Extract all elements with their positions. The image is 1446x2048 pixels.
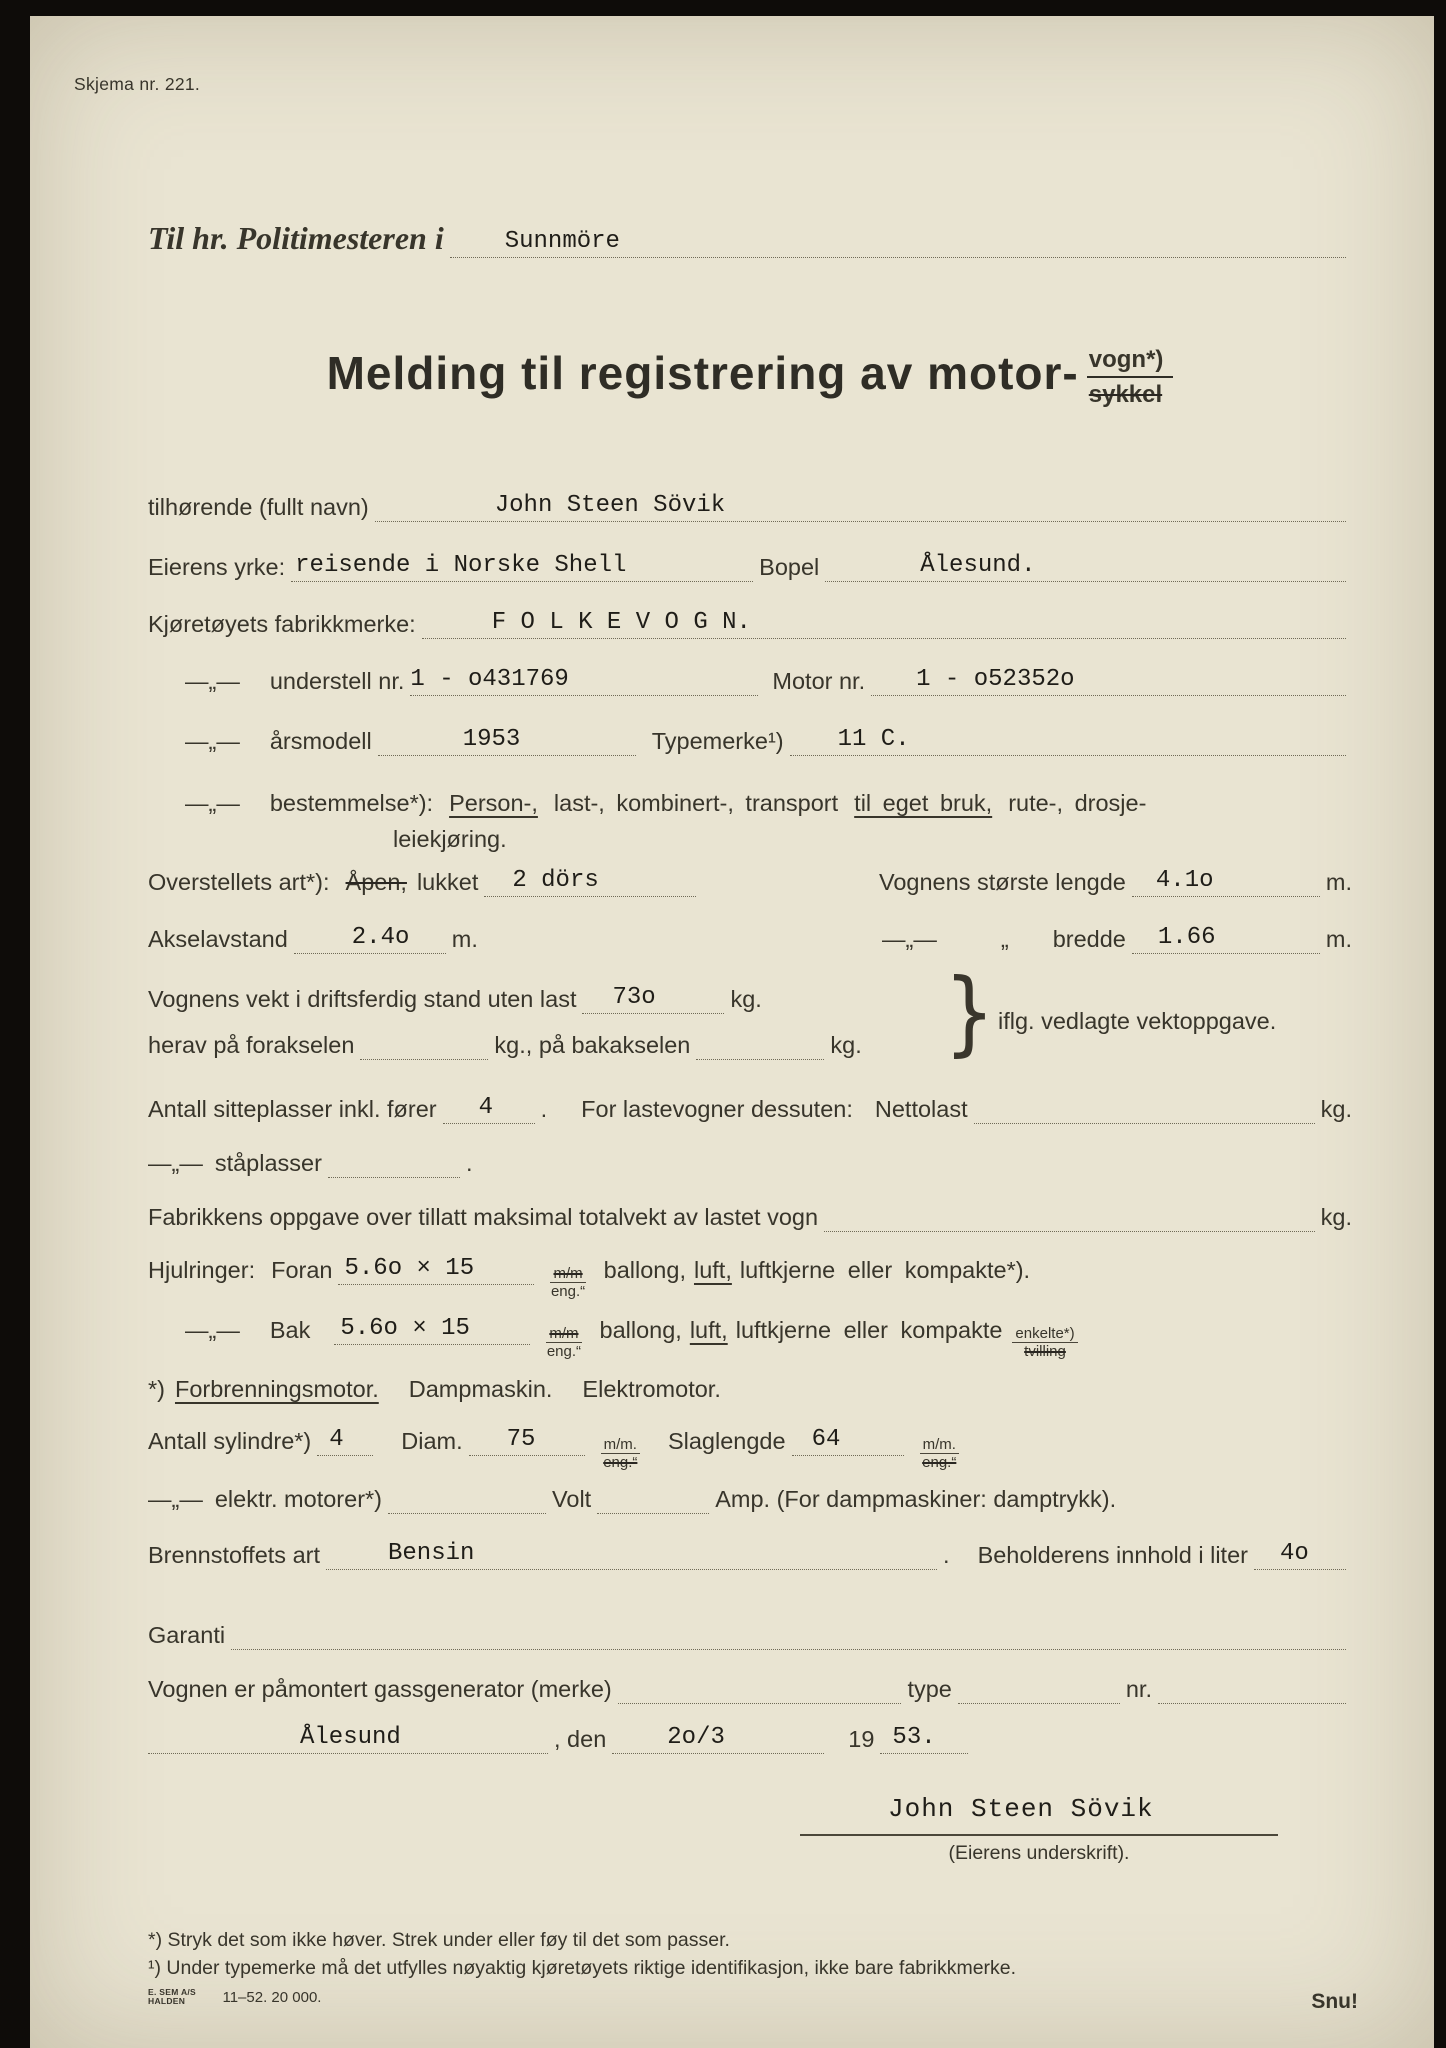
inch-unit: eng.“	[550, 1283, 586, 1300]
seats-period: .	[540, 1096, 548, 1122]
engine-type-steam: Dampmaskin.	[408, 1376, 553, 1402]
year-line	[880, 1724, 968, 1754]
tires-back-line	[334, 1315, 530, 1345]
row-purpose	[148, 786, 1352, 818]
tires-back-desc-tail: luftkjerne eller kompakte	[735, 1317, 1003, 1343]
occupation-line	[291, 552, 753, 582]
body-style-line	[484, 867, 696, 897]
mm-unit: m/m	[550, 1266, 585, 1283]
ditto-mark: —„—	[185, 668, 240, 694]
row-occupation-residence	[148, 550, 1352, 582]
signature-caption: (Eierens underskrift).	[948, 1842, 1130, 1864]
curb-weight-label: Vognens vekt i driftsferdig stand uten last	[148, 986, 577, 1012]
gasgen-nr-label: nr.	[1125, 1676, 1152, 1702]
row-tires-back	[148, 1313, 1352, 1360]
gasgen-nr-line	[1158, 1674, 1346, 1704]
owner-name-label: tilhørende (fullt navn)	[148, 494, 369, 520]
turn-over-label: Snu!	[1311, 1990, 1358, 2013]
year-line	[378, 726, 636, 756]
ditto-mark: —„—	[185, 728, 240, 754]
gasgen-make-line	[618, 1674, 902, 1704]
cargo-label: For lastevogner dessuten:	[581, 1096, 853, 1122]
scanned-form-page	[30, 16, 1434, 2048]
purpose-person: Person-,	[449, 790, 538, 816]
row-year-typemark	[148, 724, 1352, 756]
mm-unit: m/m.	[601, 1437, 640, 1454]
form-title-text: Melding til registrering av motor-	[326, 347, 1079, 399]
printer-name: E. SEM A/S	[148, 1987, 197, 1997]
wheelbase-value: 2.4o	[351, 924, 410, 951]
unit-stack-stroke	[920, 1437, 959, 1470]
netto-line	[974, 1094, 1315, 1124]
tires-back-size: 5.6o × 15	[340, 1315, 470, 1342]
row-seats	[148, 1092, 1352, 1124]
motor-line	[871, 666, 1346, 696]
cylinders-label: Antall sylindre*)	[148, 1428, 312, 1454]
row-tires-front	[148, 1253, 1352, 1300]
tank-label: Beholderens innhold i liter	[977, 1542, 1248, 1568]
owner-name-value: John Steen Sövik	[494, 492, 726, 519]
tires-front-desc-tail: luftkjerne eller kompakte*).	[739, 1257, 1031, 1283]
signature-block	[800, 1794, 1278, 1865]
single-option: enkelte*)	[1012, 1326, 1077, 1343]
row-make	[148, 607, 1352, 639]
max-weight-unit: kg.	[1320, 1204, 1352, 1230]
ditto-mark: —„—	[148, 1150, 203, 1176]
addressee-value: Sunnmöre	[504, 228, 620, 255]
addressee-line	[450, 228, 1346, 258]
print-run: 11–52. 20 000.	[222, 1989, 322, 2006]
seats-value: 4	[478, 1094, 494, 1121]
printer-city: HALDEN	[148, 1996, 186, 2006]
ditto-mark: —„—	[882, 926, 937, 952]
seats-line	[443, 1094, 535, 1124]
fuel-period: .	[943, 1542, 950, 1568]
stroke-line	[792, 1426, 904, 1456]
engine-type-combustion: Forbrenningsmotor.	[174, 1376, 379, 1402]
tires-label: Hjulringer:	[148, 1257, 256, 1283]
row-cylinders	[148, 1424, 1352, 1471]
title-options	[1087, 346, 1174, 409]
engine-type-marker: *)	[148, 1376, 165, 1402]
width-unit: m.	[1325, 926, 1352, 952]
netto-unit: kg.	[1320, 1096, 1352, 1122]
addressee-row	[148, 212, 1352, 258]
title-option-sykkel: sykkel	[1088, 381, 1163, 408]
unit-stack-back	[546, 1326, 581, 1359]
cylinders-line	[317, 1426, 373, 1456]
printer-mark	[148, 1988, 196, 2006]
typemark-value: 11 C.	[837, 726, 910, 753]
occupation-label: Eierens yrke:	[148, 554, 286, 580]
make-line	[422, 609, 1346, 639]
gasgen-label: Vognen er påmontert gassgenerator (merke)	[148, 1676, 612, 1702]
place-value: Ålesund	[300, 1724, 401, 1751]
amp-line	[597, 1484, 709, 1514]
motor-value: 1 - o52352o	[916, 666, 1075, 693]
body-style-value: 2 dörs	[512, 867, 599, 894]
row-purpose-line2	[148, 822, 1352, 854]
length-unit: m.	[1325, 869, 1352, 895]
row-garanti	[148, 1618, 1352, 1650]
row-electric-motor	[148, 1482, 1352, 1514]
rear-axle-label: kg., på bakakselen	[494, 1032, 691, 1058]
date-value: 2o/3	[667, 1724, 725, 1751]
row-fuel	[148, 1538, 1352, 1570]
inch-unit: eng.“	[922, 1454, 957, 1471]
chassis-line	[410, 666, 758, 696]
tires-front-desc-a: ballong,	[603, 1257, 686, 1283]
chassis-value: 1 - o431769	[410, 666, 569, 693]
typemark-label: Typemerke¹)	[651, 728, 784, 754]
garanti-label: Garanti	[148, 1622, 226, 1648]
seats-label: Antall sitteplasser inkl. fører	[148, 1096, 437, 1122]
length-value: 4.1o	[1155, 867, 1214, 894]
twin-option: tvilling	[1024, 1343, 1066, 1360]
owner-name-line	[375, 492, 1346, 522]
weight-note-text: iflg. vedlagte vektoppgave.	[998, 1008, 1277, 1034]
standing-line	[328, 1148, 460, 1178]
curb-weight-unit: kg.	[730, 986, 762, 1012]
signature-line	[800, 1834, 1278, 1836]
body-style-open: Åpen,	[345, 869, 407, 895]
ditto-single-mark: „	[1000, 926, 1009, 952]
fuel-value: Bensin	[388, 1540, 475, 1567]
footnote-1: *) Stryk det som ikke høver. Strek under eller føy til det som passer.	[148, 1929, 730, 1951]
date-line	[612, 1724, 824, 1754]
stroke-value: 64	[811, 1426, 841, 1453]
width-label: bredde	[1052, 926, 1126, 952]
bopel-line	[825, 552, 1346, 582]
stroke-label: Slaglengde	[667, 1428, 786, 1454]
wheelbase-unit: m.	[451, 926, 478, 952]
diameter-label: Diam.	[401, 1428, 463, 1454]
gasgen-type-label: type	[907, 1676, 952, 1702]
length-label: Vognens største lengde	[878, 869, 1126, 895]
amp-label: Amp. (For dampmaskiner: damptrykk).	[715, 1486, 1117, 1512]
rear-axle-unit: kg.	[830, 1032, 862, 1058]
inch-unit: eng.“	[546, 1343, 582, 1360]
tires-front-size: 5.6o × 15	[344, 1255, 475, 1282]
purpose-own-use: til eget bruk,	[854, 790, 993, 816]
row-body-style	[148, 865, 1352, 897]
make-value: F O L K E V O G N.	[491, 609, 751, 636]
tires-front-desc-luft: luft,	[693, 1257, 732, 1283]
body-style-label: Overstellets art*):	[148, 869, 330, 895]
form-title	[148, 346, 1352, 409]
width-line	[1132, 924, 1320, 954]
inch-unit: eng.“	[603, 1454, 638, 1471]
fuel-line	[326, 1540, 937, 1570]
signature-name: John Steen Sövik	[888, 1794, 1154, 1824]
year-value: 53.	[892, 1724, 936, 1751]
curly-brace-glyph: }	[944, 958, 995, 1066]
mm-unit: m/m	[546, 1326, 581, 1343]
mm-unit: m/m.	[920, 1437, 959, 1454]
imprint-row	[148, 1988, 1358, 2014]
single-twin-stack	[1012, 1326, 1077, 1359]
diameter-line	[469, 1426, 585, 1456]
occupation-value: reisende i Norske Shell	[295, 552, 627, 579]
max-weight-label: Fabrikkens oppgave over tillatt maksimal totalvekt av lastet vogn	[148, 1204, 819, 1230]
year-label: årsmodell	[269, 728, 372, 754]
year-value: 1953	[462, 726, 521, 753]
front-axle-label: herav på forakselen	[148, 1032, 355, 1058]
standing-period: .	[465, 1150, 473, 1176]
tires-front-line	[338, 1255, 534, 1285]
row-gas-generator	[148, 1672, 1352, 1704]
netto-label: Nettolast	[874, 1096, 968, 1122]
fuel-label: Brennstoffets art	[148, 1542, 320, 1568]
ditto-mark: —„—	[148, 1486, 203, 1512]
tires-back-desc-a: ballong,	[599, 1317, 682, 1343]
row-wheelbase-width	[148, 922, 1352, 954]
volt-line	[388, 1484, 546, 1514]
tank-line	[1254, 1540, 1346, 1570]
addressee-label: Til hr. Politimesteren i	[148, 220, 444, 256]
footnote-2: ¹) Under typemerke må det utfylles nøyaktig kjøretøyets riktige identifikasjon, ikke bare fabrikkmerke.	[148, 1957, 1017, 1979]
unit-stack-diameter	[601, 1437, 640, 1470]
wheelbase-label: Akselavstand	[148, 926, 288, 952]
max-weight-line	[824, 1202, 1315, 1232]
volt-label: Volt	[552, 1486, 592, 1512]
form-number: Skjema nr. 221.	[74, 74, 201, 94]
tires-back-desc-luft: luft,	[689, 1317, 728, 1343]
gasgen-type-line	[958, 1674, 1120, 1704]
purpose-mid: last-, kombinert-, transport	[553, 790, 839, 816]
weight-note-block	[148, 958, 1352, 1078]
row-standing-places	[148, 1146, 1352, 1178]
tires-front-label: Foran	[271, 1257, 333, 1283]
purpose-label: bestemmelse*):	[269, 790, 434, 816]
row-max-weight	[148, 1200, 1352, 1232]
width-value: 1.66	[1157, 924, 1216, 951]
title-option-vogn: vogn*)	[1087, 346, 1174, 378]
motor-label: Motor nr.	[772, 668, 866, 694]
purpose-line2: leiekjøring.	[393, 826, 507, 852]
wheelbase-line	[294, 924, 446, 954]
engine-type-electric: Elektromotor.	[582, 1376, 721, 1402]
ditto-mark: —„—	[185, 1317, 240, 1343]
bopel-value: Ålesund.	[920, 552, 1036, 579]
row-place-date	[148, 1722, 1352, 1754]
den-label: , den	[554, 1726, 607, 1752]
place-line	[148, 1724, 548, 1754]
bopel-label: Bopel	[759, 554, 820, 580]
tires-back-label: Bak	[269, 1317, 311, 1343]
unit-stack-front	[550, 1266, 585, 1299]
standing-label: ståplasser	[214, 1150, 322, 1176]
ditto-mark: —„—	[185, 790, 240, 816]
tank-value: 4o	[1280, 1540, 1309, 1567]
row-engine-type	[148, 1372, 1352, 1404]
cylinders-value: 4	[329, 1426, 344, 1453]
row-owner-name	[148, 490, 1352, 522]
curb-weight-value: 73o	[612, 984, 656, 1011]
garanti-line	[231, 1620, 1346, 1650]
electric-motor-label: elektr. motorer*)	[214, 1486, 382, 1512]
typemark-line	[790, 726, 1346, 756]
year-prefix: 19	[848, 1726, 875, 1752]
row-chassis-motor	[148, 664, 1352, 696]
chassis-label: understell nr.	[269, 668, 405, 694]
make-label: Kjøretøyets fabrikkmerke:	[148, 611, 416, 637]
purpose-tail: rute-, drosje-	[1008, 790, 1147, 816]
length-line	[1132, 867, 1320, 897]
body-style-closed: lukket	[416, 869, 479, 895]
diameter-value: 75	[506, 1426, 536, 1453]
